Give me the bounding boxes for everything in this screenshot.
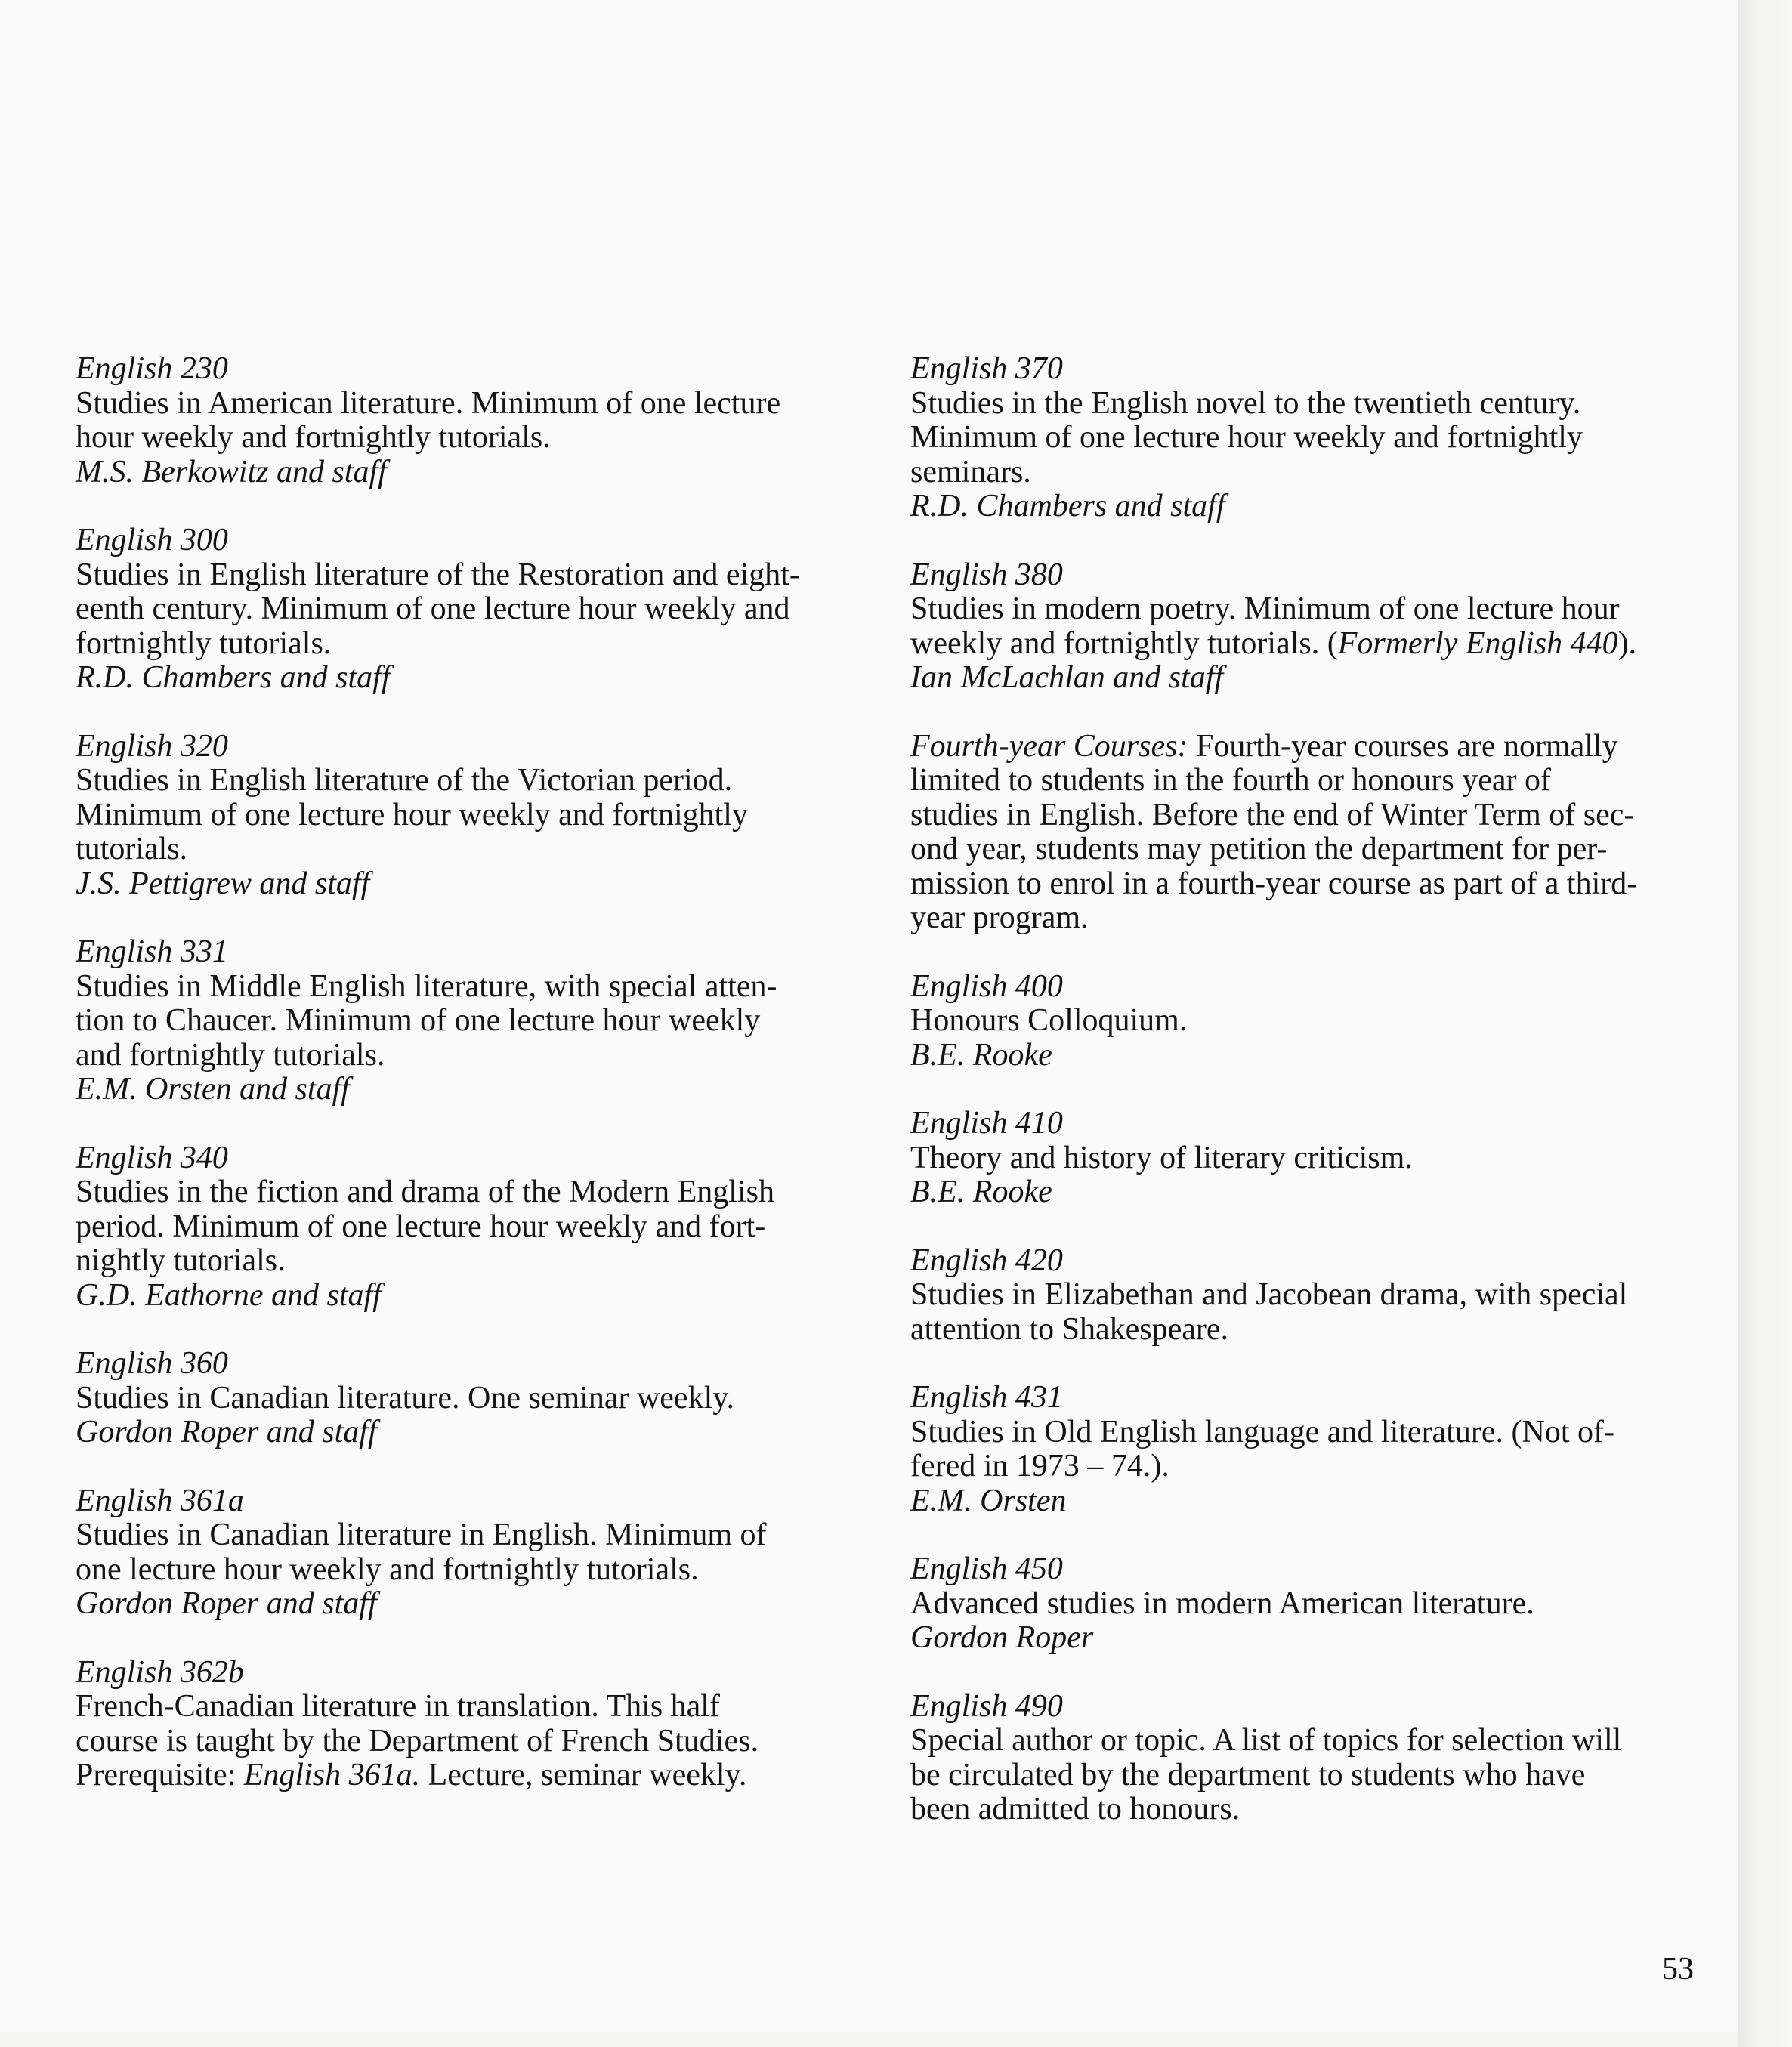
course-description-line: French-Canadian literature in translation. This half — [76, 1689, 720, 1724]
description-text: Fourth-year courses are normally — [1188, 728, 1618, 764]
prerequisite-label: Prerequisite: — [76, 1758, 244, 1792]
course-description-line: attention to Shakespeare. — [910, 1311, 1229, 1347]
course-faculty: Gordon Roper and staff — [76, 1415, 377, 1450]
course-description-line: Theory and history of literary criticism. — [910, 1140, 1413, 1175]
course-faculty: R.D. Chambers and staff — [76, 660, 391, 695]
page-number: 53 — [1662, 1952, 1694, 1987]
course-description-line: Minimum of one lecture hour weekly and fortnightly — [910, 420, 1583, 455]
course-faculty: E.M. Orsten and staff — [76, 1072, 350, 1107]
course-entry-english-361a — [76, 1484, 876, 1622]
course-description-line: Studies in English literature of the Victorian period. — [76, 763, 733, 798]
course-description-line: tion to Chaucer. Minimum of one lecture hour weekly — [76, 1003, 761, 1038]
course-description-line: Advanced studies in modern American literature. — [910, 1585, 1534, 1621]
course-entry-english-362b — [76, 1656, 876, 1793]
course-description-line: course is taught by the Department of French Studies. — [76, 1723, 759, 1758]
course-description-line: period. Minimum of one lecture hour weekly and fort- — [76, 1209, 766, 1244]
course-description-line: seminars. — [910, 454, 1031, 489]
course-entry-english-420 — [910, 1244, 1711, 1348]
course-title: English 370 — [910, 351, 1063, 386]
course-description-line: one lecture hour weekly and fortnightly tutorials. — [76, 1551, 699, 1587]
page-edge-shadow — [1738, 0, 1792, 2047]
course-description-line: Studies in the English novel to the twentieth century. — [910, 385, 1581, 421]
course-entry-english-490 — [910, 1690, 1711, 1827]
course-description-line: Studies in Middle English literature, with special atten- — [76, 968, 777, 1004]
course-title: English 431 — [910, 1380, 1063, 1415]
course-title: English 320 — [76, 728, 228, 764]
fourth-year-line: year program. — [910, 900, 1089, 935]
course-title: English 420 — [910, 1243, 1063, 1278]
fourth-year-first-line — [910, 730, 1711, 764]
description-text: weekly and fortnightly tutorials. ( — [910, 625, 1338, 661]
course-description-line — [910, 627, 1711, 662]
course-description-line: Honours Colloquium. — [910, 1003, 1188, 1038]
course-description-line: Studies in Old English language and literature. (Not of- — [910, 1414, 1614, 1450]
course-title: English 300 — [76, 523, 228, 557]
course-title: English 400 — [910, 968, 1063, 1004]
description-text: ). — [1617, 625, 1637, 661]
course-entry-english-360 — [76, 1347, 876, 1450]
course-description-line: Studies in Canadian literature. One seminar weekly. — [76, 1380, 735, 1416]
course-description-line: hour weekly and fortnightly tutorials. — [76, 420, 551, 455]
course-entry-english-410 — [910, 1107, 1711, 1210]
course-faculty: R.D. Chambers and staff — [910, 489, 1225, 523]
course-description-line: Studies in English literature of the Restoration and eight- — [76, 557, 800, 592]
fourth-year-line: limited to students in the fourth or honours year of — [910, 763, 1552, 798]
course-title: English 361a — [76, 1483, 244, 1518]
former-course-note: Formerly English 440 — [1337, 625, 1618, 661]
right-column — [910, 352, 1711, 1861]
course-description-line: Studies in modern poetry. Minimum of one lecture hour — [910, 591, 1620, 626]
course-description-line: nightly tutorials. — [76, 1243, 286, 1278]
prerequisite-course: English 361a. — [243, 1758, 421, 1792]
course-entry-english-431 — [910, 1381, 1711, 1518]
course-entry-english-300 — [76, 523, 876, 696]
fourth-year-line: ond year, students may petition the department for per- — [910, 832, 1608, 866]
course-description-line: fortnightly tutorials. — [76, 625, 332, 661]
course-title: English 490 — [910, 1688, 1063, 1724]
course-description-line: Studies in Elizabethan and Jacobean drama, with special — [910, 1277, 1628, 1312]
course-description-line: Studies in American literature. Minimum of one lecture — [76, 385, 781, 421]
course-title: English 340 — [76, 1140, 228, 1175]
fourth-year-courses-note — [910, 730, 1711, 936]
course-faculty: G.D. Eathorne and staff — [76, 1277, 382, 1313]
course-faculty: Gordon Roper — [910, 1620, 1094, 1655]
course-description-line: Minimum of one lecture hour weekly and fortnightly — [76, 797, 748, 832]
course-description-line: and fortnightly tutorials. — [76, 1037, 385, 1073]
course-faculty: J.S. Pettigrew and staff — [76, 866, 370, 901]
course-entry-english-380 — [910, 558, 1711, 696]
prerequisite-line — [76, 1758, 876, 1793]
course-description-line: been admitted to honours. — [910, 1792, 1240, 1826]
prerequisite-tail: Lecture, seminar weekly. — [420, 1758, 747, 1792]
left-column — [76, 352, 876, 1827]
course-title: English 331 — [76, 934, 228, 969]
fourth-year-line: mission to enrol in a fourth-year course as part of a third- — [910, 866, 1638, 901]
course-entry-english-331 — [76, 935, 876, 1107]
course-entry-english-230 — [76, 352, 876, 489]
course-title: English 230 — [76, 351, 228, 386]
course-description-line: eenth century. Minimum of one lecture hour weekly and — [76, 591, 790, 626]
course-description-line: be circulated by the department to students who have — [910, 1757, 1586, 1792]
course-title: English 380 — [910, 557, 1063, 592]
course-faculty: Gordon Roper and staff — [76, 1586, 377, 1621]
course-description-line: fered in 1973 – 74.). — [910, 1449, 1169, 1484]
course-title: English 362b — [76, 1654, 244, 1690]
course-faculty: B.E. Rooke — [910, 1037, 1052, 1073]
course-title: English 450 — [910, 1551, 1063, 1586]
course-faculty: M.S. Berkowitz and staff — [76, 454, 387, 489]
course-title: English 360 — [76, 1346, 228, 1381]
course-faculty: B.E. Rooke — [910, 1175, 1052, 1209]
course-title: English 410 — [910, 1106, 1063, 1141]
course-description-line: tutorials. — [76, 832, 188, 866]
course-entry-english-340 — [76, 1141, 876, 1314]
course-description-line: Studies in the fiction and drama of the Modern English — [76, 1175, 774, 1209]
course-faculty: Ian McLachlan and staff — [910, 660, 1224, 695]
course-entry-english-370 — [910, 352, 1711, 524]
fourth-year-line: studies in English. Before the end of Winter Term of sec- — [910, 797, 1635, 832]
course-entry-english-320 — [76, 730, 876, 902]
fourth-year-label: Fourth-year Courses: — [910, 728, 1188, 764]
course-description-line: Studies in Canadian literature in English. Minimum of — [76, 1517, 767, 1552]
course-entry-english-450 — [910, 1552, 1711, 1656]
course-faculty: E.M. Orsten — [910, 1483, 1067, 1518]
course-description-line: Special author or topic. A list of topics for selection will — [910, 1723, 1622, 1758]
course-entry-english-400 — [910, 970, 1711, 1073]
